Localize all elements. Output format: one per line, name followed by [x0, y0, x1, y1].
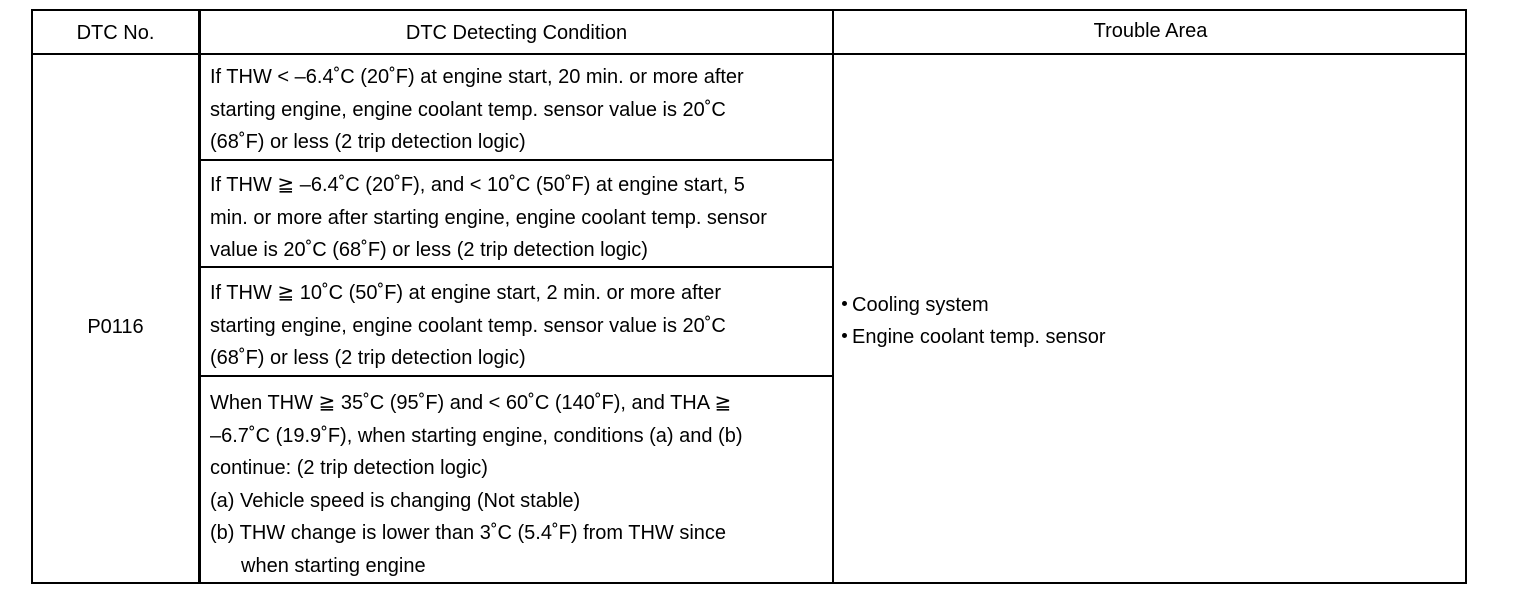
condition-cell-4	[210, 387, 743, 582]
condition-line: when starting engine	[241, 554, 426, 577]
condition-line: (b) THW change is lower than 3˚C (5.4˚F) from THW since	[210, 522, 727, 544]
condition-line: starting engine, engine coolant temp. sensor value is 20˚C	[210, 314, 726, 337]
condition-line: When THW ≧ 35˚C (95˚F) and < 60˚C (140˚F), and THA ≧	[210, 392, 732, 414]
header-trouble-area	[834, 11, 1467, 51]
dtc-table	[31, 9, 1467, 584]
trouble-area-item	[842, 289, 1106, 321]
condition-line: If THW < –6.4˚C (20˚F) at engine start, 20 min. or more after	[210, 66, 744, 88]
header-trouble-area-label: Trouble Area	[1093, 19, 1208, 42]
condition-line: value is 20˚C (68˚F) or less (2 trip detection logic)	[210, 239, 648, 261]
condition-line: min. or more after starting engine, engine coolant temp. sensor	[210, 206, 767, 229]
condition-line: If THW ≧ 10˚C (50˚F) at engine start, 2 min. or more after	[210, 282, 721, 304]
condition-line: starting engine, engine coolant temp. sensor value is 20˚C	[210, 98, 726, 121]
condition-line: (a) Vehicle speed is changing (Not stable)	[210, 489, 581, 512]
condition-divider-3	[199, 375, 833, 377]
condition-line: (68˚F) or less (2 trip detection logic)	[210, 347, 526, 369]
dtc-code	[33, 316, 198, 339]
condition-line: –6.7˚C (19.9˚F), when starting engine, conditions (a) and (b)	[210, 424, 743, 447]
condition-line: continue: (2 trip detection logic)	[210, 457, 488, 479]
trouble-area-label: Engine coolant temp. sensor	[852, 326, 1106, 348]
condition-line: (68˚F) or less (2 trip detection logic)	[210, 131, 526, 153]
condition-divider-1	[199, 159, 833, 161]
condition-line: If THW ≧ –6.4˚C (20˚F), and < 10˚C (50˚F) at engine start, 5	[210, 174, 745, 196]
bullet-icon	[842, 333, 847, 338]
header-condition-label: DTC Detecting Condition	[405, 21, 628, 44]
bullet-icon	[842, 301, 847, 306]
dtc-code-value: P0116	[87, 316, 144, 338]
column-divider-1	[198, 11, 201, 582]
trouble-area-item	[842, 321, 1106, 353]
trouble-area-label: Cooling system	[852, 294, 989, 316]
condition-cell-2	[210, 169, 767, 267]
column-divider-2	[832, 11, 834, 582]
condition-cell-1	[210, 61, 744, 159]
trouble-area-list	[842, 289, 1106, 353]
header-dtc-no-label: DTC No.	[76, 21, 155, 44]
header-condition	[201, 11, 832, 55]
condition-cell-3	[210, 277, 726, 375]
header-dtc-no	[33, 11, 198, 55]
